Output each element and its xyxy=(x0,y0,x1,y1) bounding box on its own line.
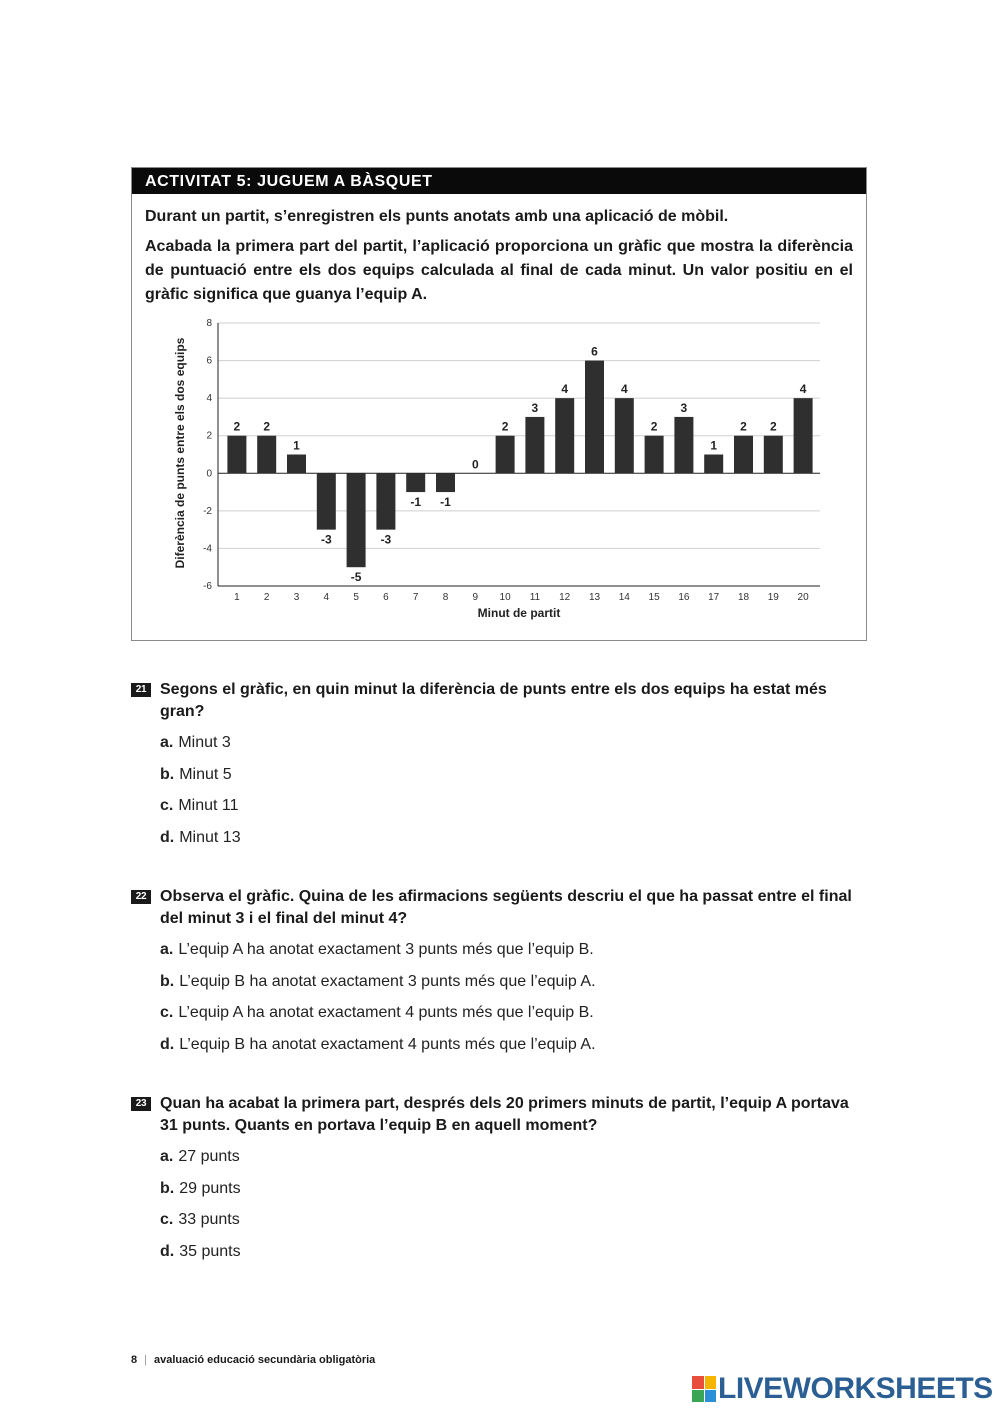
chart-bars xyxy=(227,361,812,568)
data-label: 3 xyxy=(680,400,688,415)
page-footer xyxy=(131,1354,375,1366)
data-label: -5 xyxy=(350,570,362,585)
x-tick-label: 18 xyxy=(737,592,750,603)
bar xyxy=(555,398,574,473)
footer-text: avaluació educació secundària obligatòria xyxy=(153,1354,376,1366)
question-22 xyxy=(131,886,871,1066)
activity-panel xyxy=(131,167,867,641)
data-label: 6 xyxy=(591,344,598,359)
bar xyxy=(704,455,723,474)
x-tick-label: 19 xyxy=(767,592,779,603)
data-label: 2 xyxy=(263,419,271,434)
bar xyxy=(585,361,604,474)
bar xyxy=(406,473,425,492)
answer-option-b[interactable]: b. Minut 5 xyxy=(160,765,232,783)
answer-option-d[interactable]: d. 35 punts xyxy=(160,1242,241,1260)
bar xyxy=(764,436,783,474)
bar xyxy=(615,398,634,473)
bar xyxy=(645,436,664,474)
bar xyxy=(496,436,515,474)
answer-options xyxy=(160,940,871,1066)
y-tick-label: 8 xyxy=(206,318,212,329)
data-label: 0 xyxy=(471,457,479,472)
x-tick-label: 20 xyxy=(797,592,809,603)
answer-options xyxy=(160,733,871,859)
data-label: 1 xyxy=(710,438,718,453)
x-tick-label: 7 xyxy=(412,592,419,603)
answer-option-c[interactable]: c. L’equip A ha anotat exactament 4 punts més que l’equip B. xyxy=(160,1004,594,1021)
x-tick-label: 10 xyxy=(499,592,511,603)
x-tick-label: 9 xyxy=(472,592,479,603)
x-tick-label: 5 xyxy=(353,592,359,603)
y-tick-label: -6 xyxy=(203,581,212,592)
answer-option-a[interactable]: a. L’equip A ha anotat exactament 3 punts més que l’equip B. xyxy=(160,941,594,958)
bar xyxy=(734,436,753,474)
x-tick-label: 11 xyxy=(529,592,541,603)
question-21 xyxy=(131,679,871,859)
x-tick-label: 15 xyxy=(648,592,660,603)
y-tick-label: 0 xyxy=(206,468,212,480)
answer-options xyxy=(160,1147,871,1273)
question-number-badge: 23 xyxy=(131,1097,151,1111)
x-tick-label: 8 xyxy=(442,592,449,603)
x-tick-label: 4 xyxy=(323,592,330,603)
answer-option-b[interactable]: b. 29 punts xyxy=(160,1179,241,1197)
answer-option-d[interactable]: d. L’equip B ha anotat exactament 4 punts més que l’equip A. xyxy=(160,1035,596,1053)
data-label: -3 xyxy=(380,532,392,547)
data-label: 2 xyxy=(233,419,241,434)
x-tick-label: 2 xyxy=(263,592,270,603)
y-axis-title: Diferència de punts entre els dos equips xyxy=(173,337,187,569)
answer-option-a[interactable]: a. Minut 3 xyxy=(160,734,231,751)
bar xyxy=(227,436,246,474)
data-label: 2 xyxy=(650,419,658,434)
data-label: -3 xyxy=(320,532,332,547)
question-text: Quan ha acabat la primera part, després dels 20 primers minuts de partit, l’equip A portava 31 punts. Quants en portava l’equip B en aquell moment? xyxy=(160,1095,849,1134)
data-label: 4 xyxy=(620,382,628,397)
activity-paragraph-1: Durant un partit, s’enregistren els punts anotats amb una aplicació de mòbil. xyxy=(145,208,729,225)
x-tick-label: 13 xyxy=(588,592,601,603)
chart-axes xyxy=(218,323,820,586)
data-label: 2 xyxy=(501,419,509,434)
x-tick-label: 6 xyxy=(383,592,389,603)
x-tick-label: 3 xyxy=(293,592,300,603)
bar xyxy=(317,473,336,529)
y-tick-label: -4 xyxy=(203,543,212,555)
bar xyxy=(347,473,366,567)
activity-paragraph-2: Acabada la primera part del partit, l’aplicació proporciona un gràfic que mostra la diferència de puntuació entre els dos equips calculada al final de cada minut. Un valor positiu en el gràfic significa que guanya l’equip A. xyxy=(145,238,853,303)
chart-gridlines xyxy=(218,323,820,548)
data-label: 4 xyxy=(799,382,807,397)
x-tick-label: 17 xyxy=(708,592,720,603)
data-label: 2 xyxy=(769,419,777,434)
data-label: -1 xyxy=(440,495,451,510)
bar xyxy=(376,473,395,529)
bar xyxy=(674,417,693,473)
bar xyxy=(257,436,276,474)
footer-separator: | xyxy=(144,1354,147,1366)
answer-option-d[interactable]: d. Minut 13 xyxy=(160,828,241,846)
liveworksheets-logo xyxy=(692,1372,993,1406)
x-tick-label: 16 xyxy=(678,592,690,603)
x-tick-label: 12 xyxy=(559,592,571,603)
bar xyxy=(287,455,306,474)
bar xyxy=(525,417,544,473)
score-difference-chart xyxy=(132,168,868,642)
y-tick-label: 4 xyxy=(206,393,212,405)
activity-header: ACTIVITAT 5: JUGUEM A BÀSQUET xyxy=(132,168,866,194)
brand-name: LIVEWORKSHEETS xyxy=(718,1372,993,1405)
data-label: 1 xyxy=(293,438,300,453)
bar xyxy=(794,398,813,473)
y-tick-label: -2 xyxy=(203,505,212,517)
x-tick-label: 1 xyxy=(234,592,240,603)
liveworksheets-icon xyxy=(692,1376,716,1402)
answer-option-c[interactable]: c. 33 punts xyxy=(160,1211,240,1228)
y-tick-label: 2 xyxy=(206,430,212,442)
question-number-badge: 21 xyxy=(131,683,151,697)
question-text: Segons el gràfic, en quin minut la diferència de punts entre els dos equips ha estat més gran? xyxy=(160,681,827,720)
bar xyxy=(436,473,455,492)
answer-option-c[interactable]: c. Minut 11 xyxy=(160,797,239,814)
data-label: 2 xyxy=(740,419,747,434)
question-23 xyxy=(131,1093,871,1273)
question-text: Observa el gràfic. Quina de les afirmacions següents descriu el que ha passat entre el final del minut 3 i el final del minut 4? xyxy=(160,888,852,927)
page-number: 8 xyxy=(131,1354,138,1366)
answer-option-b[interactable]: b. L’equip B ha anotat exactament 3 punts més que l’equip A. xyxy=(160,972,596,990)
answer-option-a[interactable]: a. 27 punts xyxy=(160,1148,240,1165)
y-tick-label: 6 xyxy=(206,355,212,367)
data-label: 4 xyxy=(561,382,569,397)
x-tick-label: 14 xyxy=(618,592,630,603)
data-label: -1 xyxy=(410,495,422,510)
x-axis-title: Minut de partit xyxy=(477,606,561,620)
data-label: 3 xyxy=(531,400,539,415)
question-number-badge: 22 xyxy=(131,890,151,904)
